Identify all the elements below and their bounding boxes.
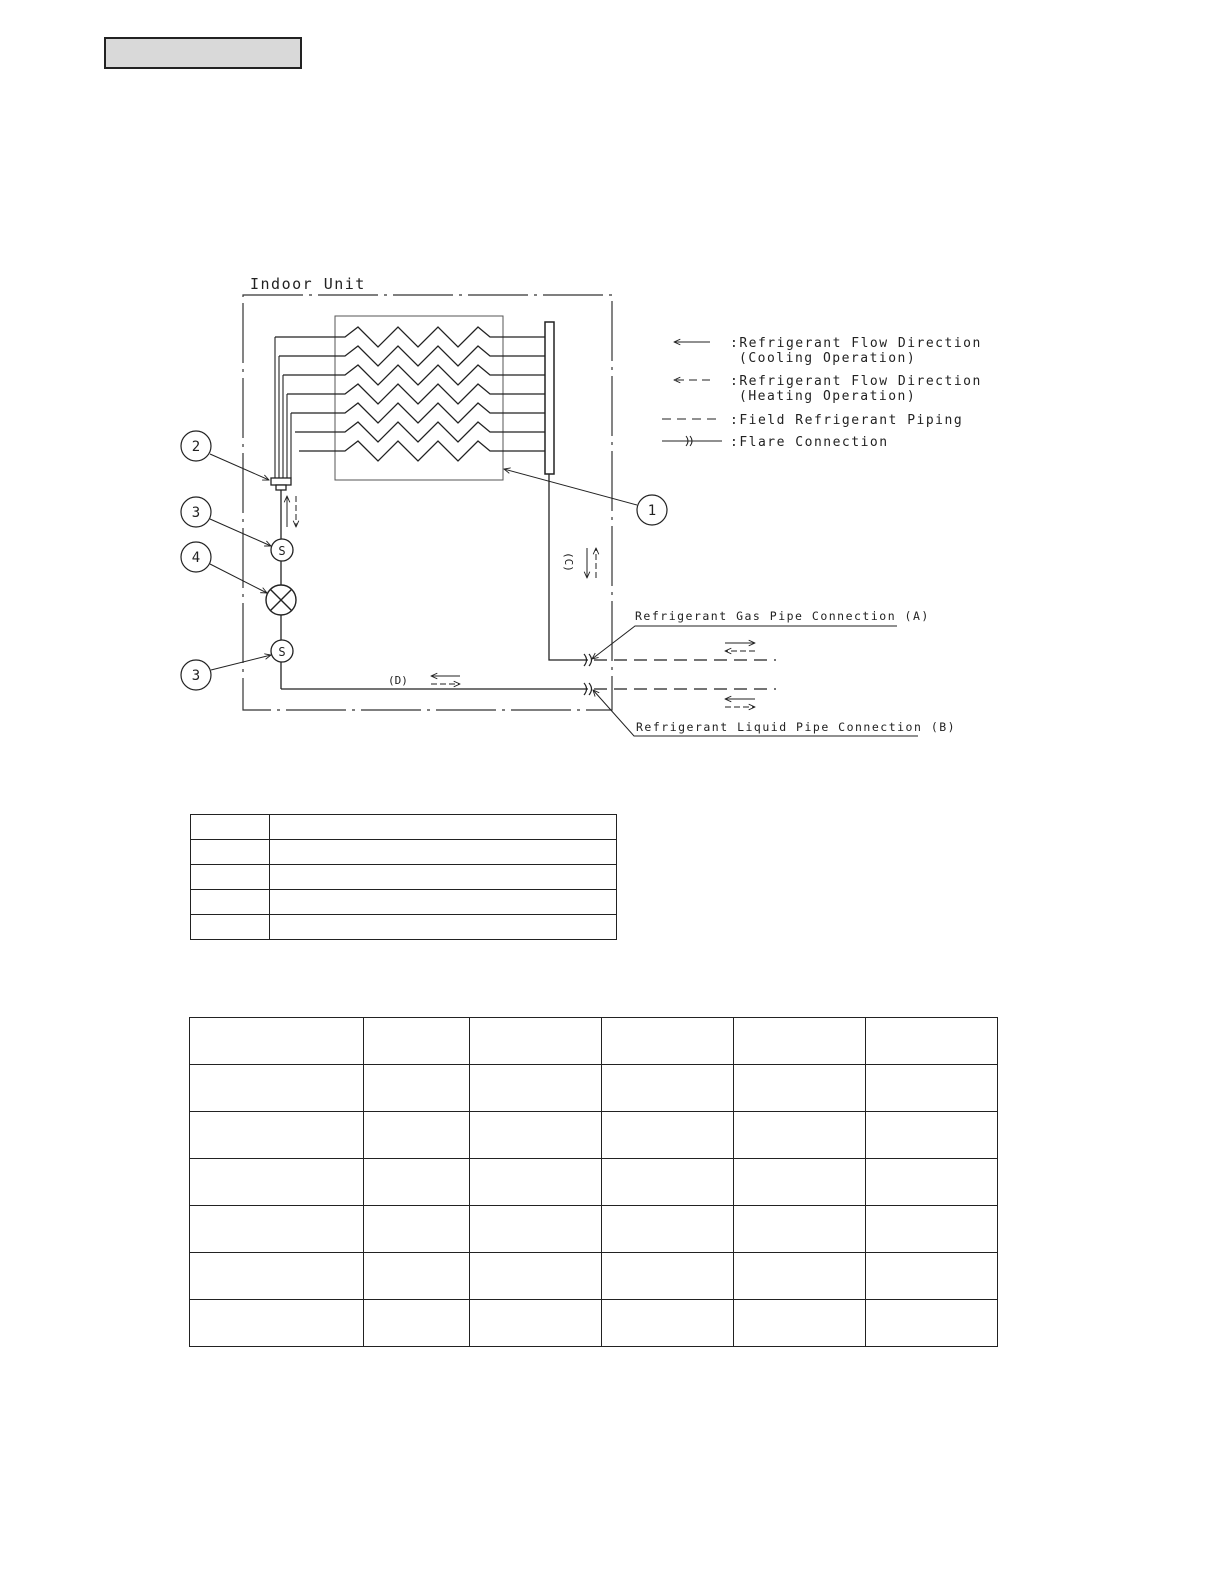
- gas-pipe-connection-label: Refrigerant Gas Pipe Connection (A): [635, 609, 930, 623]
- callout-3-lower: [181, 655, 271, 690]
- svg-text:1: 1: [647, 503, 657, 519]
- table-row: [190, 1159, 998, 1206]
- table-row: [191, 840, 617, 865]
- pipe-label-d: (D): [388, 674, 408, 687]
- table-row: [190, 1253, 998, 1300]
- table-row: [190, 1112, 998, 1159]
- table-row: [190, 1206, 998, 1253]
- callout-2: [181, 431, 269, 480]
- legend-flare-text: :Flare Connection: [730, 435, 889, 450]
- svg-text:2: 2: [191, 439, 201, 455]
- callout-1: [504, 469, 667, 525]
- svg-text:4: 4: [191, 550, 201, 566]
- table-row: [190, 1018, 998, 1065]
- header-pipe: [545, 322, 554, 474]
- svg-text:3: 3: [191, 668, 201, 684]
- callout-4: [181, 542, 267, 593]
- indoor-unit-title: Indoor Unit: [250, 275, 366, 293]
- spec-table: [189, 1017, 998, 1347]
- legend-cooling-line2: (Cooling Operation): [739, 351, 917, 366]
- legend-heating-line2: (Heating Operation): [739, 389, 917, 404]
- table-row: [190, 1300, 998, 1347]
- legend-heating-line1: :Refrigerant Flow Direction: [730, 374, 982, 389]
- legend-cooling-line1: :Refrigerant Flow Direction: [730, 336, 982, 351]
- distributor-tubes: [275, 337, 291, 478]
- table-row: [191, 815, 617, 840]
- callout-3-upper: [181, 497, 271, 546]
- table-row: [191, 915, 617, 940]
- svg-text:S: S: [278, 645, 286, 659]
- legend: [662, 336, 982, 450]
- table-row: [191, 890, 617, 915]
- coil-circuits: [275, 327, 545, 461]
- svg-text:S: S: [278, 544, 286, 558]
- table-row: [190, 1065, 998, 1112]
- pipe-label-c: (C): [562, 552, 575, 572]
- table-row: [191, 865, 617, 890]
- svg-text:3: 3: [191, 505, 201, 521]
- parts-table: [190, 814, 617, 940]
- legend-field-piping-text: :Field Refrigerant Piping: [730, 413, 964, 428]
- distributor: [271, 478, 291, 485]
- liquid-pipe-connection-label: Refrigerant Liquid Pipe Connection (B): [636, 720, 957, 734]
- heat-exchanger: [335, 316, 503, 480]
